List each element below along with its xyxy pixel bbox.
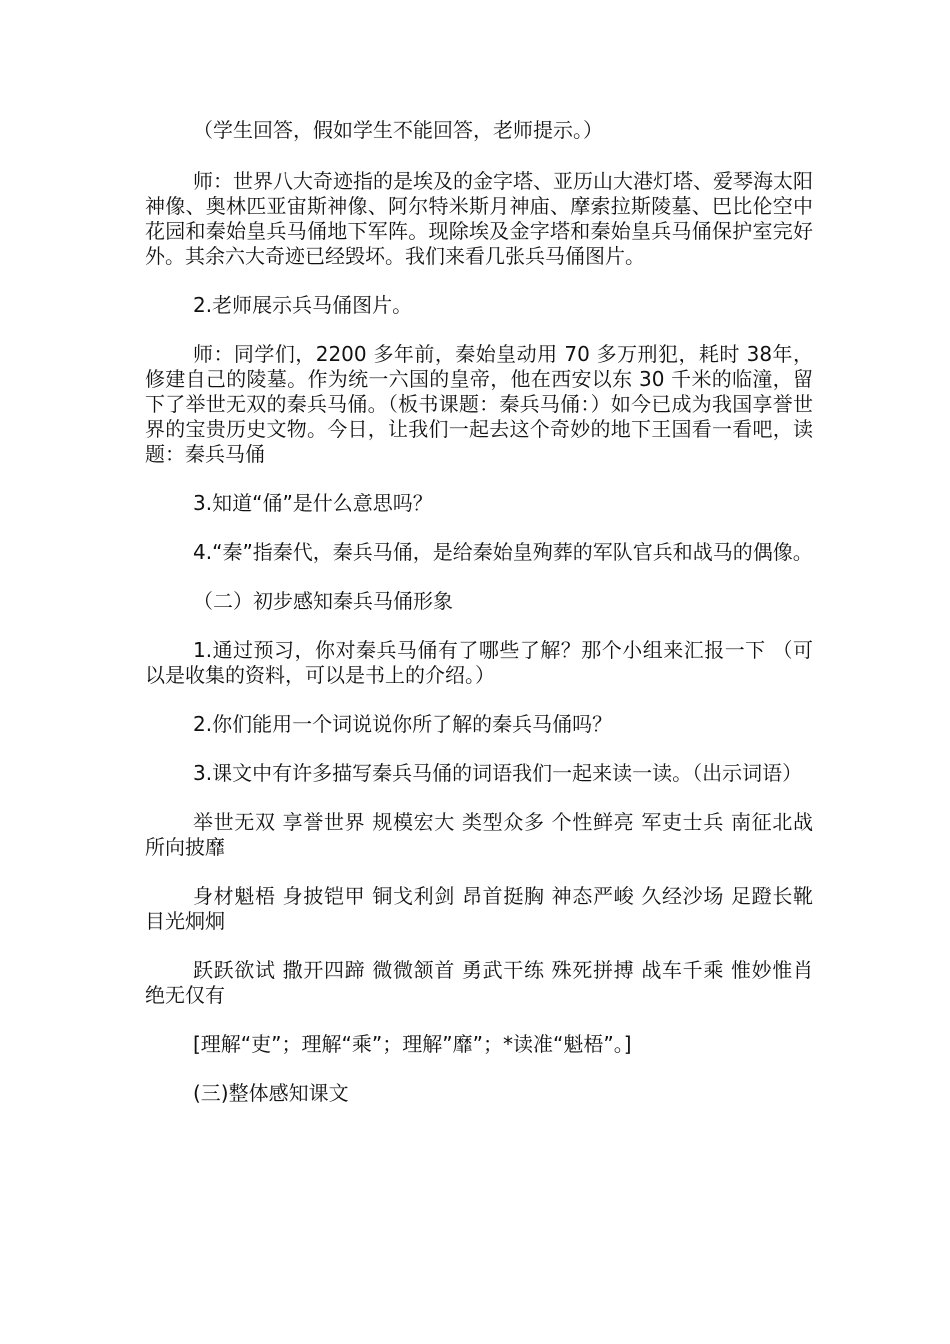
paragraph-step-2-pictures: 2.老师展示兵马俑图片。: [193, 293, 413, 317]
vocabulary-notes: [理解“吏”；理解“乘”；理解”靡”；*读准“魁梧”。]: [193, 1032, 632, 1056]
vocabulary-line-2: 身材魁梧 身披铠甲 铜戈利剑 昂首挺胸 神态严峻 久经沙场 足蹬长靴 目光炯炯: [145, 884, 813, 933]
paragraph-step-2-word: 2.你们能用一个词说说你所了解的秦兵马俑吗？: [193, 712, 613, 736]
paragraph-step-3-meaning: 3.知道“俑”是什么意思吗？: [193, 491, 433, 515]
section-heading-2: （二）初步感知秦兵马俑形象: [193, 589, 453, 613]
paragraph-step-4-qin: 4.“秦”指秦代，秦兵马俑，是给秦始皇殉葬的军队官兵和战马的偶像。: [193, 540, 813, 564]
paragraph-step-3-read: 3.课文中有许多描写秦兵马俑的词语我们一起来读一读。（出示词语）: [193, 761, 803, 785]
vocabulary-line-3: 跃跃欲试 撒开四蹄 微微颔首 勇武干练 殊死拼搏 战车千乘 惟妙惟肖 绝无仅有: [145, 958, 813, 1007]
document-body: [145, 118, 813, 1106]
paragraph-student-answer: （学生回答，假如学生不能回答，老师提示。）: [193, 118, 603, 142]
vocabulary-line-1: 举世无双 享誉世界 规模宏大 类型众多 个性鲜亮 军吏士兵 南征北战 所向披靡: [145, 810, 813, 859]
paragraph-teacher-intro: 师：同学们，2200 多年前，秦始皇动用 70 多万刑犯，耗时 38年，修建自己的陵墓。作为统一六国的皇帝，他在西安以东 30 千米的临潼，留下了举世无双的秦兵马俑。（板书课题：秦兵马俑：）如今已成为我国享誉世界的宝贵历史文物。今日，让我们一起去这个奇妙的地下王国看一看吧，读题：秦兵马俑: [145, 342, 813, 466]
paragraph-teacher-wonders: 师：世界八大奇迹指的是埃及的金字塔、亚历山大港灯塔、爱琴海太阳神像、奥林匹亚宙斯神像、阿尔特米斯月神庙、摩索拉斯陵墓、巴比伦空中花园和秦始皇兵马俑地下军阵。现除埃及金字塔和秦始皇兵马俑保护室完好外。其余六大奇迹已经毁坏。我们来看几张兵马俑图片。: [145, 169, 813, 268]
paragraph-step-1-preview: 1.通过预习，你对秦兵马俑有了哪些了解？那个小组来汇报一下 （可以是收集的资料，可以是书上的介绍。）: [145, 638, 813, 687]
section-heading-3: (三)整体感知课文: [193, 1081, 349, 1105]
